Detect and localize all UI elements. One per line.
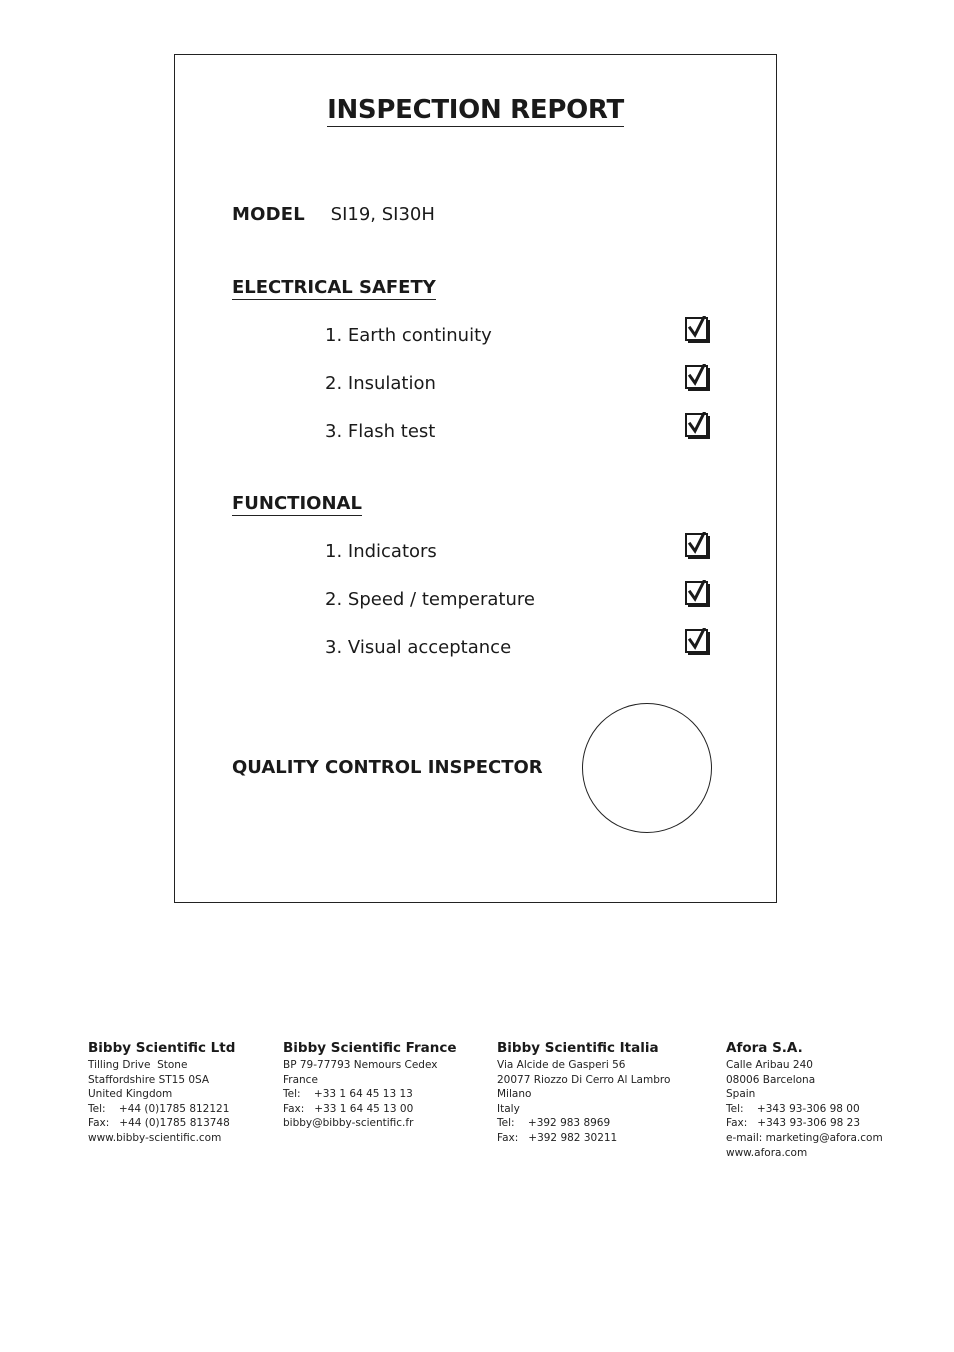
inspector-stamp-circle (582, 703, 712, 833)
address-line: United Kingdom (88, 1088, 173, 1101)
phone-line: Tel: +33 1 64 45 13 13 (283, 1088, 413, 1101)
quality-control-inspector-label: QUALITY CONTROL INSPECTOR (232, 757, 543, 778)
phone-line: Tel: +343 93-306 98 00 (726, 1102, 860, 1115)
fax-line: Fax: +392 982 30211 (497, 1131, 618, 1144)
address-line: 08006 Barcelona (726, 1073, 816, 1086)
company-name: Bibby Scientific Ltd (88, 1040, 236, 1056)
footer-company-italia (497, 1040, 670, 1146)
checked-box-icon (685, 364, 711, 392)
footer-company-afora (726, 1040, 883, 1160)
functional-heading (232, 495, 362, 516)
checklist-item-visual-acceptance: 3. Visual acceptance (325, 637, 512, 658)
footer-company-france (283, 1040, 457, 1131)
fax-line: Fax: +44 (0)1785 813748 (88, 1117, 230, 1130)
address-line: Italy (497, 1102, 520, 1115)
model-label: MODEL (232, 204, 305, 225)
address-line: Calle Aribau 240 (726, 1059, 813, 1071)
checked-box-icon (685, 580, 711, 608)
checked-box-icon (685, 628, 711, 656)
fax-line: Fax: +33 1 64 45 13 00 (283, 1102, 414, 1115)
company-name: Bibby Scientific Italia (497, 1040, 659, 1056)
address-line: BP 79-77793 Nemours Cedex (283, 1059, 438, 1071)
address-line: Milano (497, 1088, 532, 1101)
checklist-item-indicators: 1. Indicators (325, 541, 437, 562)
checklist-item-flash-test: 3. Flash test (325, 421, 436, 442)
electrical-safety-heading (232, 279, 436, 300)
report-title (175, 97, 776, 127)
company-name: Bibby Scientific France (283, 1040, 457, 1056)
checklist-item-speed-temperature: 2. Speed / temperature (325, 589, 535, 610)
checklist-item-insulation: 2. Insulation (325, 373, 436, 394)
address-line: Spain (726, 1088, 756, 1101)
checked-box-icon (685, 532, 711, 560)
email-line: e-mail: marketing@afora.com (726, 1131, 883, 1144)
electrical-safety-heading-text: ELECTRICAL SAFETY (232, 277, 436, 298)
phone-line: Tel: +392 983 8969 (497, 1117, 611, 1130)
model-row (232, 206, 435, 224)
address-line: Staffordshire ST15 0SA (88, 1073, 210, 1086)
checklist-item-earth-continuity: 1. Earth continuity (325, 325, 492, 346)
inspection-report-box (174, 54, 777, 903)
address-line: Via Alcide de Gasperi 56 (497, 1059, 626, 1071)
address-line: 20077 Riozzo Di Cerro Al Lambro (497, 1073, 671, 1086)
address-line: Tilling Drive Stone (88, 1059, 188, 1071)
fax-line: Fax: +343 93-306 98 23 (726, 1117, 861, 1130)
checked-box-icon (685, 412, 711, 440)
phone-line: Tel: +44 (0)1785 812121 (88, 1102, 230, 1115)
email-line: bibby@bibby-scientific.fr (283, 1117, 414, 1130)
checked-box-icon (685, 316, 711, 344)
report-title-text: INSPECTION REPORT (327, 95, 624, 125)
address-line: France (283, 1073, 318, 1086)
footer-company-uk (88, 1040, 235, 1146)
company-name: Afora S.A. (726, 1040, 803, 1056)
functional-heading-text: FUNCTIONAL (232, 493, 362, 514)
website-line: www.bibby-scientific.com (88, 1131, 222, 1144)
website-line: www.afora.com (726, 1146, 808, 1159)
model-value: SI19, SI30H (330, 204, 435, 225)
